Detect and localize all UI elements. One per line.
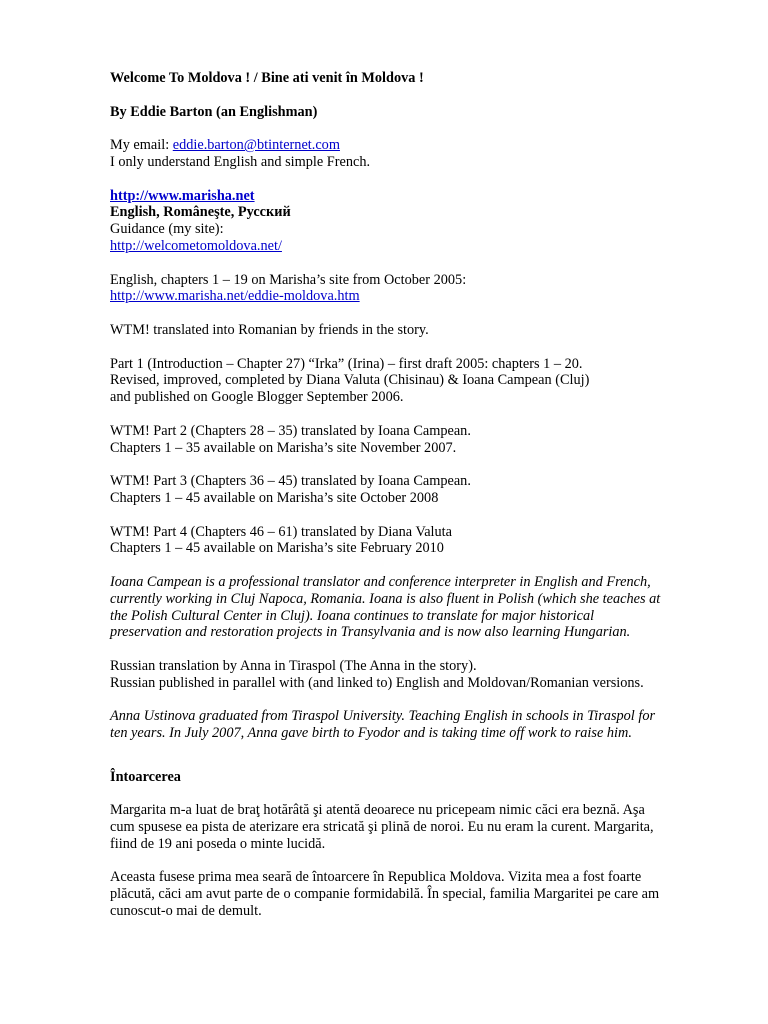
guidance-link[interactable]: http://welcometomoldova.net/ [110,237,282,254]
part3-line-1: WTM! Part 3 (Chapters 36 – 45) translated by Ioana Campean. [110,473,471,490]
languages-note: I only understand English and simple French. [110,153,371,170]
ioana-bio-line-2: currently working in Cluj Napoca, Romania. Ioana is also fluent in Polish (which she teaches at [110,590,661,607]
email-line [110,137,710,154]
part1-line-1: Part 1 (Introduction – Chapter 27) “Irka” (Irina) – first draft 2005: chapters 1 – 20. [110,355,583,372]
guidance-label: Guidance (my site): [110,221,224,238]
marisha-site-link[interactable]: http://www.marisha.net [110,187,255,204]
anna-bio-line-1: Anna Ustinova graduated from Tiraspol University. Teaching English in schools in Tiraspol for [110,708,656,725]
paragraph-2-line-3: cunoscut-o mai de demult. [110,903,262,920]
wtm-translated-line: WTM! translated into Romanian by friends in the story. [110,321,429,338]
english-chapters-line: English, chapters 1 – 19 on Marisha’s site from October 2005: [110,271,467,288]
paragraph-1-line-1: Margarita m-a luat de braţ hotărâtă şi atentă deoarece nu pricepeam nimic căci era beznă. Aşa [110,802,645,819]
ioana-bio-line-1: Ioana Campean is a professional translator and conference interpreter in English and French, [110,573,651,590]
paragraph-2-line-2: plăcută, căci am avut parte de o companie formidabilă. În special, familia Margaritei pe care am [110,886,660,903]
anna-bio-line-2: ten years. In July 2007, Anna gave birth to Fyodor and is taking time off work to raise him. [110,725,632,742]
ioana-bio-line-3: the Polish Cultural Center in Cluj). Ioana continues to translate for major historical [110,607,595,624]
byline: By Eddie Barton (an Englishman) [110,103,318,120]
part3-line-2: Chapters 1 – 45 available on Marisha’s site October 2008 [110,489,439,506]
document-title: Welcome To Moldova ! / Bine ati venit în Moldova ! [110,70,424,86]
part4-line-1: WTM! Part 4 (Chapters 46 – 61) translated by Diana Valuta [110,523,452,540]
part1-line-2: Revised, improved, completed by Diana Valuta (Chisinau) & Ioana Campean (Cluj) [110,372,590,389]
part4-line-2: Chapters 1 – 45 available on Marisha’s site February 2010 [110,540,444,557]
ioana-bio-line-4: preservation and restoration projects in Transylvania and is now also learning Hungarian. [110,624,631,641]
part2-line-2: Chapters 1 – 35 available on Marisha’s site November 2007. [110,439,457,456]
paragraph-1-line-3: fiind de 19 ani poseda o minte lucidă. [110,835,326,852]
part1-line-3: and published on Google Blogger September 2006. [110,389,404,406]
paragraph-2-line-1: Aceasta fusese prima mea seară de întoarcere în Republica Moldova. Vizita mea a fost foarte [110,869,642,886]
site-languages: English, Româneşte, Русский [110,204,291,221]
document-page [110,70,710,920]
russian-line-1: Russian translation by Anna in Tiraspol (The Anna in the story). [110,657,477,674]
email-link[interactable]: eddie.barton@btinternet.com [172,137,340,154]
part2-line-1: WTM! Part 2 (Chapters 28 – 35) translated by Ioana Campean. [110,422,471,439]
email-label: My email: [110,137,173,154]
russian-line-2: Russian published in parallel with (and linked to) English and Moldovan/Romanian versions. [110,674,644,691]
section-title: Întoarcerea [110,768,181,785]
english-chapters-link[interactable]: http://www.marisha.net/eddie-moldova.htm [110,288,360,305]
paragraph-1-line-2: cum spusese ea pista de aterizare era stricată şi plină de noroi. Eu nu eram la curent. Margarita, [110,819,654,836]
